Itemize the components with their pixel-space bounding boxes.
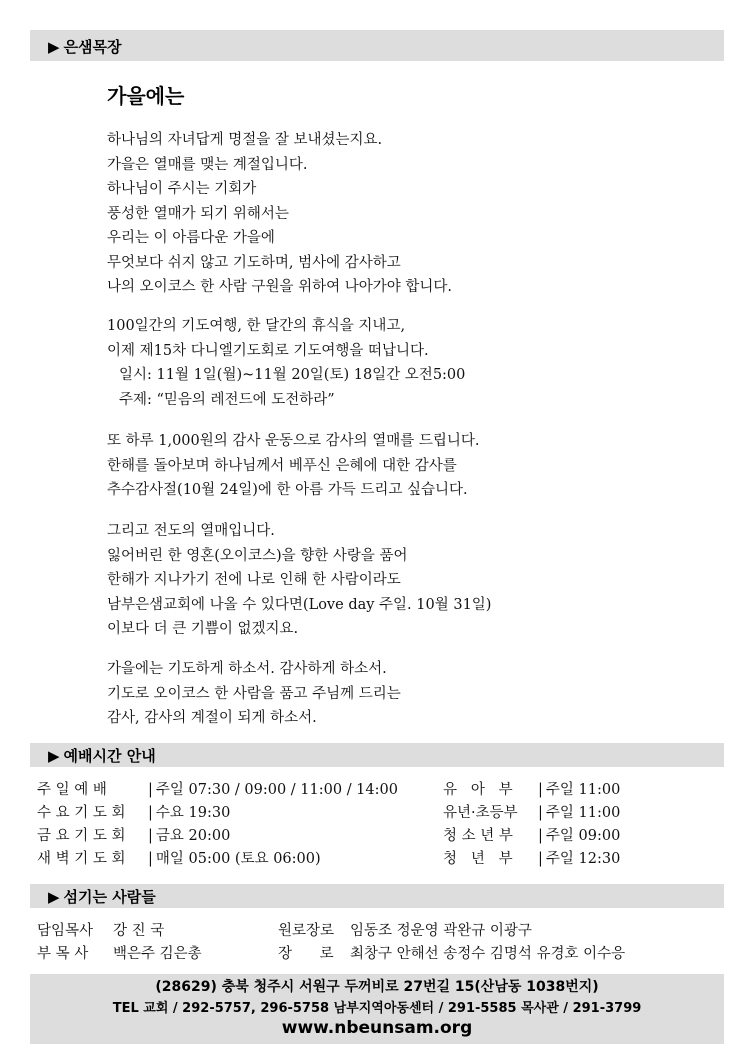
person-name: 백은주 김은총 <box>113 946 202 962</box>
person-name: 강 진 국 <box>113 923 165 939</box>
people-right <box>278 920 625 966</box>
text-line: 추수감사절(10월 24일)에 한 아름 가득 드리고 싶습니다. <box>107 482 468 498</box>
schedule-left <box>37 779 398 871</box>
schedule-row: 청 소 년 부 | 주일 09:00 <box>443 825 620 848</box>
schedule-time: 주일 07:30 / 09:00 / 11:00 / 14:00 <box>155 782 398 798</box>
people-left <box>37 920 202 966</box>
schedule-row: 청 년 부 | 주일 12:30 <box>443 848 620 871</box>
text-line: 하나님의 자녀답게 명절을 잘 보내셨는지요. <box>107 132 383 148</box>
text-line: 무엇보다 쉬지 않고 기도하며, 범사에 감사하고 <box>107 254 401 271</box>
schedule-time: 주일 11:00 <box>545 805 621 821</box>
text-line: 한해를 돌아보며 하나님께서 베푸신 은혜에 대한 감사를 <box>107 457 457 474</box>
section-title-text: 은샘목장 <box>63 38 122 56</box>
person-name: 최창구 안해선 송정수 김명석 유경호 이수응 <box>350 946 626 962</box>
schedule-label: 유 아 부 <box>443 782 513 798</box>
essay-paragraph <box>107 429 480 503</box>
section-title <box>48 745 156 766</box>
schedule-row: 주 일 예 배 | 주일 07:30 / 09:00 / 11:00 / 14:00 <box>37 779 398 802</box>
essay-paragraph <box>107 657 401 731</box>
text-line: 남부은샘교회에 나올 수 있다면(Love day 주일. 10월 31일) <box>107 596 492 613</box>
schedule-row: 유 아 부 | 주일 11:00 <box>443 779 620 802</box>
text-line: 일시: 11월 1일(월)~11월 20일(토) 18일간 오전5:00 <box>119 367 466 383</box>
text-line: 100일간의 기도여행, 한 달간의 휴식을 지내고, <box>107 318 406 334</box>
text-line: 나의 오이코스 한 사람 구원을 위하여 나아가야 합니다. <box>107 279 453 295</box>
schedule-label: 수 요 기 도 회 <box>37 805 126 821</box>
schedule-row: 수 요 기 도 회 | 수요 19:30 <box>37 802 398 825</box>
schedule-label: 유년·초등부 <box>443 805 518 821</box>
text-line: 이제 제15차 다니엘기도회로 기도여행을 떠납니다. <box>107 342 429 359</box>
schedule-time: 매일 05:00 (토요 06:00) <box>155 851 321 867</box>
text-line: 이보다 더 큰 기쁨이 없겠지요. <box>107 621 299 637</box>
text-line: 하나님이 주시는 기회가 <box>107 181 257 197</box>
footer-address: (28629) 충북 청주시 서원구 두꺼비로 27번길 15(산남동 1038번지) <box>155 979 599 995</box>
footer-tel: TEL 교회 / 292-5757, 296-5758 남부지역아동센터 / 291-5585 목사관 / 291-3799 <box>112 1001 642 1016</box>
text-line: 풍성한 열매가 되기 위해서는 <box>107 205 289 222</box>
schedule-right <box>443 779 620 871</box>
role-label: 부 목 사 <box>37 946 89 962</box>
text-line: 기도로 오이코스 한 사람을 품고 주님께 드리는 <box>107 685 401 702</box>
triangle-icon: ▶ <box>48 747 60 765</box>
schedule-row: 유년·초등부 | 주일 11:00 <box>443 802 620 825</box>
role-label: 원로장로 <box>278 923 335 939</box>
schedule-time: 주일 09:00 <box>545 828 621 844</box>
text-line: 주제: “믿음의 레전드에 도전하라” <box>119 391 335 408</box>
role-label: 담임목사 <box>37 923 94 939</box>
section-title <box>48 36 122 57</box>
schedule-label: 주 일 예 배 <box>37 782 107 798</box>
schedule-time: 주일 11:00 <box>545 782 621 798</box>
text-line: 또 하루 1,000원의 감사 운동으로 감사의 열매를 드립니다. <box>107 433 480 449</box>
essay-paragraph <box>107 314 465 412</box>
text-line: 가을은 열매를 맺는 계절입니다. <box>107 156 308 173</box>
schedule-time: 금요 20:00 <box>155 828 231 844</box>
text-line: 감사, 감사의 계절이 되게 하소서. <box>107 710 317 726</box>
section-title-text: 예배시간 안내 <box>63 747 156 765</box>
essay-paragraph <box>107 519 491 642</box>
text-line: 가을에는 기도하게 하소서. 감사하게 하소서. <box>107 661 387 677</box>
triangle-icon: ▶ <box>48 38 60 56</box>
schedule-row: 금 요 기 도 회 | 금요 20:00 <box>37 825 398 848</box>
role-label: 장 로 <box>278 946 334 962</box>
triangle-icon: ▶ <box>48 888 60 906</box>
text-line: 잃어버린 한 영혼(오이코스)을 향한 사랑을 품어 <box>107 547 408 564</box>
schedule-label: 새 벽 기 도 회 <box>37 851 126 867</box>
footer-website[interactable]: www.nbeunsam.org <box>281 1018 473 1038</box>
schedule-label: 청 년 부 <box>443 851 513 867</box>
text-line: 우리는 이 아름다운 가을에 <box>107 230 275 246</box>
footer <box>30 974 724 1044</box>
section-title <box>48 886 156 907</box>
schedule-label: 금 요 기 도 회 <box>37 828 126 844</box>
section-title-text: 섬기는 사람들 <box>63 888 156 906</box>
essay-paragraph <box>107 128 452 300</box>
text-line: 한해가 지나가기 전에 나로 인해 한 사람이라도 <box>107 572 401 588</box>
section-header-bar <box>30 30 724 61</box>
text-line: 그리고 전도의 열매입니다. <box>107 523 275 539</box>
schedule-label: 청 소 년 부 <box>443 828 513 844</box>
essay-title: 가을에는 <box>107 84 185 108</box>
person-name: 임동조 정운영 곽완규 이광구 <box>350 923 532 939</box>
schedule-row: 새 벽 기 도 회 | 매일 05:00 (토요 06:00) <box>37 848 398 871</box>
schedule-time: 수요 19:30 <box>155 805 231 821</box>
schedule-time: 주일 12:30 <box>545 851 621 867</box>
